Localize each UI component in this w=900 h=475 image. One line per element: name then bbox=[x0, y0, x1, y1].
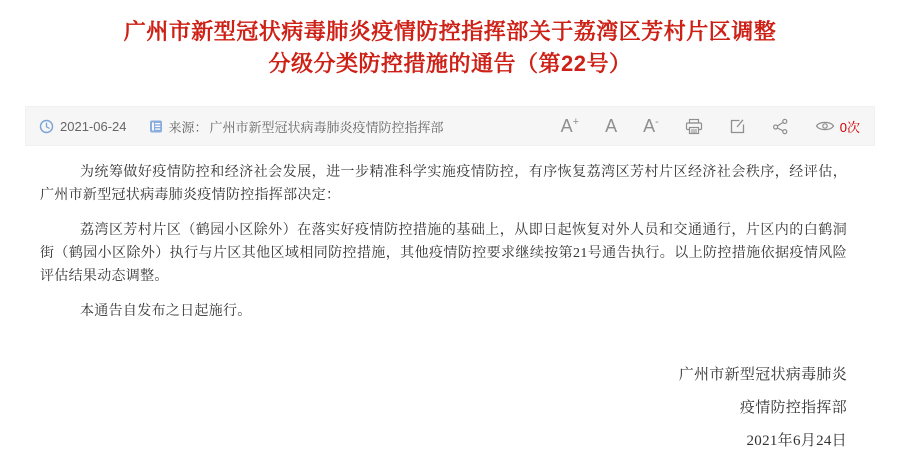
meta-info bbox=[39, 117, 444, 136]
collect-button[interactable] bbox=[729, 118, 746, 135]
page-title-line-1: 广州市新型冠状病毒肺炎疫情防控指挥部关于荔湾区芳村片区调整 bbox=[123, 19, 777, 44]
page-title bbox=[0, 0, 900, 80]
minus-mark: - bbox=[655, 116, 659, 128]
font-smaller-label: A bbox=[643, 116, 656, 136]
edit-square-icon bbox=[729, 118, 746, 135]
font-larger-label: A bbox=[560, 116, 573, 136]
views-counter bbox=[815, 117, 860, 136]
paragraph-1: 为统筹做好疫情防控和经济社会发展，进一步精准科学实施疫情防控，有序恢复荔湾区芳村片区经济社会秩序，经评估，广州市新型冠状病毒肺炎疫情防控指挥部决定： bbox=[40, 165, 847, 203]
page-title-line-2: 分级分类防控措施的通告（第22号） bbox=[268, 51, 632, 76]
clock-icon bbox=[39, 119, 54, 134]
publish-date: 2021-06-24 bbox=[60, 118, 127, 134]
source-label: 来源： bbox=[168, 119, 208, 135]
print-button[interactable] bbox=[685, 118, 703, 135]
plus-mark: + bbox=[572, 116, 580, 128]
font-larger-button[interactable] bbox=[561, 117, 579, 135]
font-reset-button[interactable] bbox=[605, 117, 617, 135]
paragraph-3: 本通告自发布之日起施行。 bbox=[80, 304, 252, 319]
signature-org-line-2: 疫情防控指挥部 bbox=[739, 400, 847, 416]
share-button[interactable] bbox=[772, 118, 789, 135]
signature-block bbox=[40, 359, 847, 458]
meta-actions bbox=[535, 117, 860, 136]
views-count: 0次 bbox=[839, 119, 860, 135]
printer-icon bbox=[685, 118, 703, 135]
source-value: 广州市新型冠状病毒肺炎疫情防控指挥部 bbox=[209, 119, 444, 135]
paragraph-2: 荔湾区芳村片区（鹤园小区除外）在落实好疫情防控措施的基础上，从即日起恢复对外人员和交通通行，片区内的白鹤洞街（鹤园小区除外）执行与片区其他区域相同防控措施，其他疫情防控要求继续按第21号通告执行。以上防控措施依据疫情风险评估结果动态调整。 bbox=[40, 223, 847, 284]
meta-toolbar bbox=[25, 106, 875, 146]
document-icon bbox=[149, 119, 163, 134]
share-icon bbox=[772, 118, 789, 135]
article-body bbox=[40, 161, 847, 458]
signature-date: 2021年6月24日 bbox=[746, 433, 847, 449]
eye-icon bbox=[815, 119, 835, 133]
signature-org-line-1: 广州市新型冠状病毒肺炎 bbox=[678, 367, 847, 383]
font-smaller-button[interactable] bbox=[643, 117, 659, 135]
font-reset-label: A bbox=[605, 116, 618, 136]
